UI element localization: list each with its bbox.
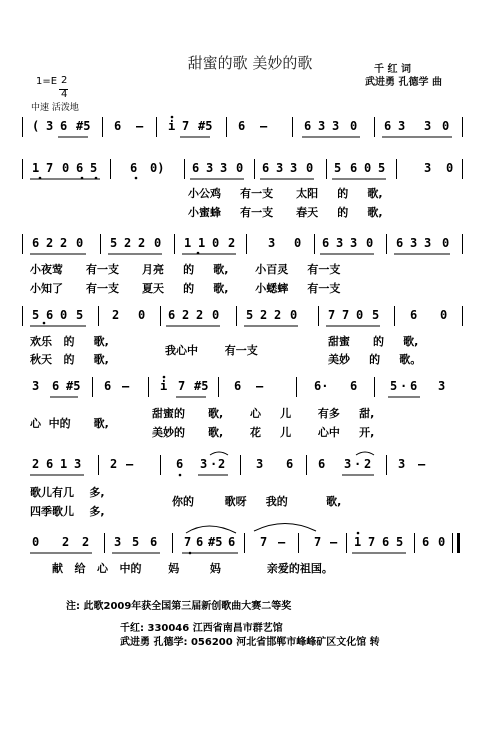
barline [462, 117, 463, 137]
notation-token: 7 [342, 308, 350, 322]
notation-token: 6 [130, 161, 138, 175]
notation-token: 0 [356, 308, 364, 322]
notation-token: 2 [260, 308, 268, 322]
barline [98, 306, 99, 326]
notation-token: 2 [364, 457, 372, 471]
notation-token: 2 [196, 308, 204, 322]
notation-token: 5 [246, 308, 254, 322]
notation-token: 2 [228, 236, 236, 250]
notation-token: 6 [410, 379, 418, 393]
lyric-line-5b: 甜蜜的 歌, 心 儿 有多 甜, [152, 407, 375, 420]
notation-token: 2 [62, 535, 70, 549]
barline [236, 306, 237, 326]
notation-token: 7 [46, 161, 54, 175]
barline [314, 234, 315, 254]
notation-token: · [400, 379, 408, 393]
contact-line-1: 千红: 330046 江西省南昌市群艺馆 [120, 623, 283, 634]
lyric-line-4b: 秋天 的 歌, [30, 353, 109, 366]
notation-token: 3 [398, 457, 406, 471]
staff-system-7 [0, 533, 500, 553]
barline [98, 455, 99, 475]
barline [246, 234, 247, 254]
barline [292, 117, 293, 137]
notation-token: 0 [366, 236, 374, 250]
notation-token: 0 [154, 236, 162, 250]
notation-token: 7 [184, 535, 192, 549]
barline [462, 159, 463, 179]
notation-token: – [122, 379, 130, 393]
staff-system-1 [0, 117, 500, 137]
barline [22, 159, 23, 179]
notation-token: 2 [46, 236, 54, 250]
barline [184, 159, 185, 179]
lyric-line-4d: 美妙 的 歌。 [328, 353, 422, 366]
notation-token: 0 [440, 308, 448, 322]
notation-token: 2 [32, 457, 40, 471]
notation-token: 2 [124, 236, 132, 250]
slur [254, 524, 316, 532]
notation-token: 3 [344, 457, 352, 471]
notation-token: 7 [368, 535, 376, 549]
time-signature-bottom: 4 [61, 89, 68, 100]
notation-token: 6 [46, 308, 54, 322]
notation-token: 6 [176, 457, 184, 471]
barline [394, 306, 395, 326]
notation-token: · [210, 457, 218, 471]
notation-token: 0 [290, 308, 298, 322]
notation-token: #5 [194, 379, 209, 393]
notation-token: 6 [410, 308, 418, 322]
notation-token: 7 [178, 379, 186, 393]
notation-token: 6 [52, 379, 60, 393]
notation-token: 3 [438, 379, 446, 393]
contact-line-2: 武进勇 孔德学: 056200 河北省邯郸市峰峰矿区文化馆 转 [120, 637, 380, 648]
barline [306, 455, 307, 475]
barline [22, 306, 23, 326]
notation-token: 6 [60, 119, 68, 133]
barline [254, 159, 255, 179]
notation-token: #5 [208, 535, 223, 549]
notation-token: 3 [74, 457, 82, 471]
notation-token: 5 [132, 535, 140, 549]
notation-token: 7 [182, 119, 190, 133]
barline [22, 234, 23, 254]
notation-token: 3 [46, 119, 54, 133]
barline [452, 533, 453, 553]
lyric-line-5c: 美妙的 歌, 花 儿 心中 开, [152, 426, 375, 439]
slur [186, 526, 236, 533]
notation-token: 3 [350, 236, 358, 250]
notation-token: i [160, 379, 168, 393]
notation-token: 0 [212, 236, 220, 250]
notation-token: 3 [424, 119, 432, 133]
notation-token: 0 [236, 161, 244, 175]
lyric-line-3b: 小知了 有一支 夏天 的 歌, 小蟋蟀 有一支 [30, 282, 341, 295]
notation-token: 6 [350, 379, 358, 393]
notation-token: 0 [76, 236, 84, 250]
notation-token: ( [32, 119, 40, 133]
barline [296, 377, 297, 397]
notation-token: 0 [442, 236, 450, 250]
barline [414, 533, 415, 553]
notation-token: 6 [304, 119, 312, 133]
notation-token: #5 [66, 379, 81, 393]
staff-system-4 [0, 306, 500, 326]
staff-system-2 [0, 159, 500, 179]
notation-token: 1 [198, 236, 206, 250]
lyric-line-4a: 欢乐 的 歌, [30, 335, 109, 348]
notation-token: – [136, 119, 144, 133]
notation-token: 0 [306, 161, 314, 175]
notation-token: 6 [196, 535, 204, 549]
notation-token: 0 [446, 161, 454, 175]
notation-token: 3 [256, 457, 264, 471]
notation-token: 6 [46, 457, 54, 471]
notation-token: 2 [218, 457, 226, 471]
notation-token: 6 [228, 535, 236, 549]
barline [240, 455, 241, 475]
notation-token: 3 [268, 236, 276, 250]
lyric-line-3a: 小夜莺 有一支 月亮 的 歌, 小百灵 有一支 [30, 263, 341, 276]
notation-token: 2 [82, 535, 90, 549]
notation-token: – [330, 535, 338, 549]
barline [172, 533, 173, 553]
notation-token: 6 [350, 161, 358, 175]
notation-token: 5 [378, 161, 386, 175]
barline [346, 533, 347, 553]
notation-token: 6 [104, 379, 112, 393]
barline [110, 159, 111, 179]
notation-token: 2 [274, 308, 282, 322]
staff-system-5 [0, 377, 500, 397]
notation-token: 0 [60, 308, 68, 322]
barline [226, 117, 227, 137]
notation-token: 3 [200, 457, 208, 471]
notation-token: 6 [192, 161, 200, 175]
notation-token: 6· [314, 379, 329, 393]
barline [244, 533, 245, 553]
notation-token: 0 [350, 119, 358, 133]
notation-token: 0 [294, 236, 302, 250]
key-signature: 1=E [36, 76, 58, 87]
barline [374, 117, 375, 137]
lyric-line-5a: 心 中的 歌, [30, 417, 109, 430]
notation-token: 0 [138, 308, 146, 322]
notation-token: 3 [318, 119, 326, 133]
lyric-line-2b: 小蜜蜂 有一支 春天 的 歌, [188, 206, 383, 219]
notation-token: 6 [76, 161, 84, 175]
notation-token: 0 [62, 161, 70, 175]
time-signature-top: 2 [61, 75, 68, 86]
barline [22, 117, 23, 137]
notation-token: · [354, 457, 362, 471]
notation-token: 0 [364, 161, 372, 175]
barline [396, 159, 397, 179]
notation-token: 5 [76, 308, 84, 322]
lyric-line-2a: 小公鸡 有一支 太阳 的 歌, [188, 187, 383, 200]
notation-token: 5 [390, 379, 398, 393]
notation-token: #5 [198, 119, 213, 133]
notation-token: 0) [150, 161, 165, 175]
notation-token: 0 [212, 308, 220, 322]
notation-token: 3 [424, 236, 432, 250]
lyric-line-6-middle: 你的 歌呀 我的 歌, [172, 495, 342, 508]
notation-token: 5 [32, 308, 40, 322]
notation-token: 3 [206, 161, 214, 175]
notation-token: 5 [110, 236, 118, 250]
notation-token: 6 [422, 535, 430, 549]
notation-token: 3 [332, 119, 340, 133]
notation-token: 6 [32, 236, 40, 250]
notation-token: 6 [238, 119, 246, 133]
notation-token: 3 [220, 161, 228, 175]
notation-token: 6 [168, 308, 176, 322]
notation-token: 6 [262, 161, 270, 175]
barline [160, 306, 161, 326]
barline [462, 234, 463, 254]
notation-token: 6 [286, 457, 294, 471]
notation-token: 5 [90, 161, 98, 175]
notation-token: #5 [76, 119, 91, 133]
notation-token: – [278, 535, 286, 549]
notation-token: – [418, 457, 426, 471]
tempo-marking: 中速 活泼地 [31, 103, 79, 113]
lyric-line-4-middle: 我心中 有一支 [165, 344, 258, 357]
notation-token: 6 [114, 119, 122, 133]
notation-token: – [260, 119, 268, 133]
barline [374, 377, 375, 397]
notation-token: 7 [260, 535, 268, 549]
composer-credit: 武进勇 孔德学 曲 [365, 77, 442, 88]
notation-token: 6 [322, 236, 330, 250]
barline [160, 455, 161, 475]
notation-token: 3 [114, 535, 122, 549]
notation-token: 7 [314, 535, 322, 549]
notation-token: 3 [336, 236, 344, 250]
lyricist-credit: 千 红 词 [374, 64, 411, 75]
notation-token: 2 [112, 308, 120, 322]
notation-token: 3 [398, 119, 406, 133]
barline [174, 234, 175, 254]
staff-system-3 [0, 234, 500, 254]
notation-token: 2 [138, 236, 146, 250]
notation-token: 1 [60, 457, 68, 471]
notation-token: 3 [410, 236, 418, 250]
notation-token: 3 [276, 161, 284, 175]
notation-token: 6 [382, 535, 390, 549]
notation-token: 3 [290, 161, 298, 175]
barline [148, 377, 149, 397]
barline [318, 306, 319, 326]
notation-token: 5 [372, 308, 380, 322]
lyric-line-7: 献 给 心 中的 妈 妈 亲爱的祖国。 [52, 562, 333, 575]
barline [100, 234, 101, 254]
notation-token: 6 [150, 535, 158, 549]
notation-token: 2 [60, 236, 68, 250]
notation-token: 6 [384, 119, 392, 133]
final-barline [457, 533, 460, 553]
barline [156, 117, 157, 137]
lyric-line-6a: 歌儿有几 多, [30, 486, 105, 499]
notation-token: – [256, 379, 264, 393]
barline [326, 159, 327, 179]
notation-token: 2 [182, 308, 190, 322]
notation-token: 1 [184, 236, 192, 250]
barline [386, 234, 387, 254]
award-footnote: 注: 此歌2009年获全国第三届新创歌曲大赛二等奖 [66, 601, 292, 612]
notation-token: 1 [32, 161, 40, 175]
notation-token: – [126, 457, 134, 471]
notation-token: 3 [32, 379, 40, 393]
barline [102, 117, 103, 137]
notation-token: 5 [334, 161, 342, 175]
notation-token: 1 [354, 535, 362, 549]
notation-token: 0 [32, 535, 40, 549]
notation-token: 2 [110, 457, 118, 471]
song-title: 甜蜜的歌 美妙的歌 [187, 54, 313, 72]
lyric-line-6b: 四季歌儿 多, [30, 505, 105, 518]
notation-token: 0 [438, 535, 446, 549]
notation-token: 7 [328, 308, 336, 322]
notation-token: 5 [396, 535, 404, 549]
barline [92, 377, 93, 397]
barline [104, 533, 105, 553]
notation-token: 6 [318, 457, 326, 471]
staff-system-6 [0, 455, 500, 475]
notation-token: 0 [442, 119, 450, 133]
notation-token: 6 [396, 236, 404, 250]
barline [462, 306, 463, 326]
barline [218, 377, 219, 397]
notation-token: i [168, 119, 176, 133]
lyric-line-4c: 甜蜜 的 歌, [328, 335, 419, 348]
notation-token: 3 [424, 161, 432, 175]
notation-token: 6 [234, 379, 242, 393]
barline [298, 533, 299, 553]
barline [386, 455, 387, 475]
